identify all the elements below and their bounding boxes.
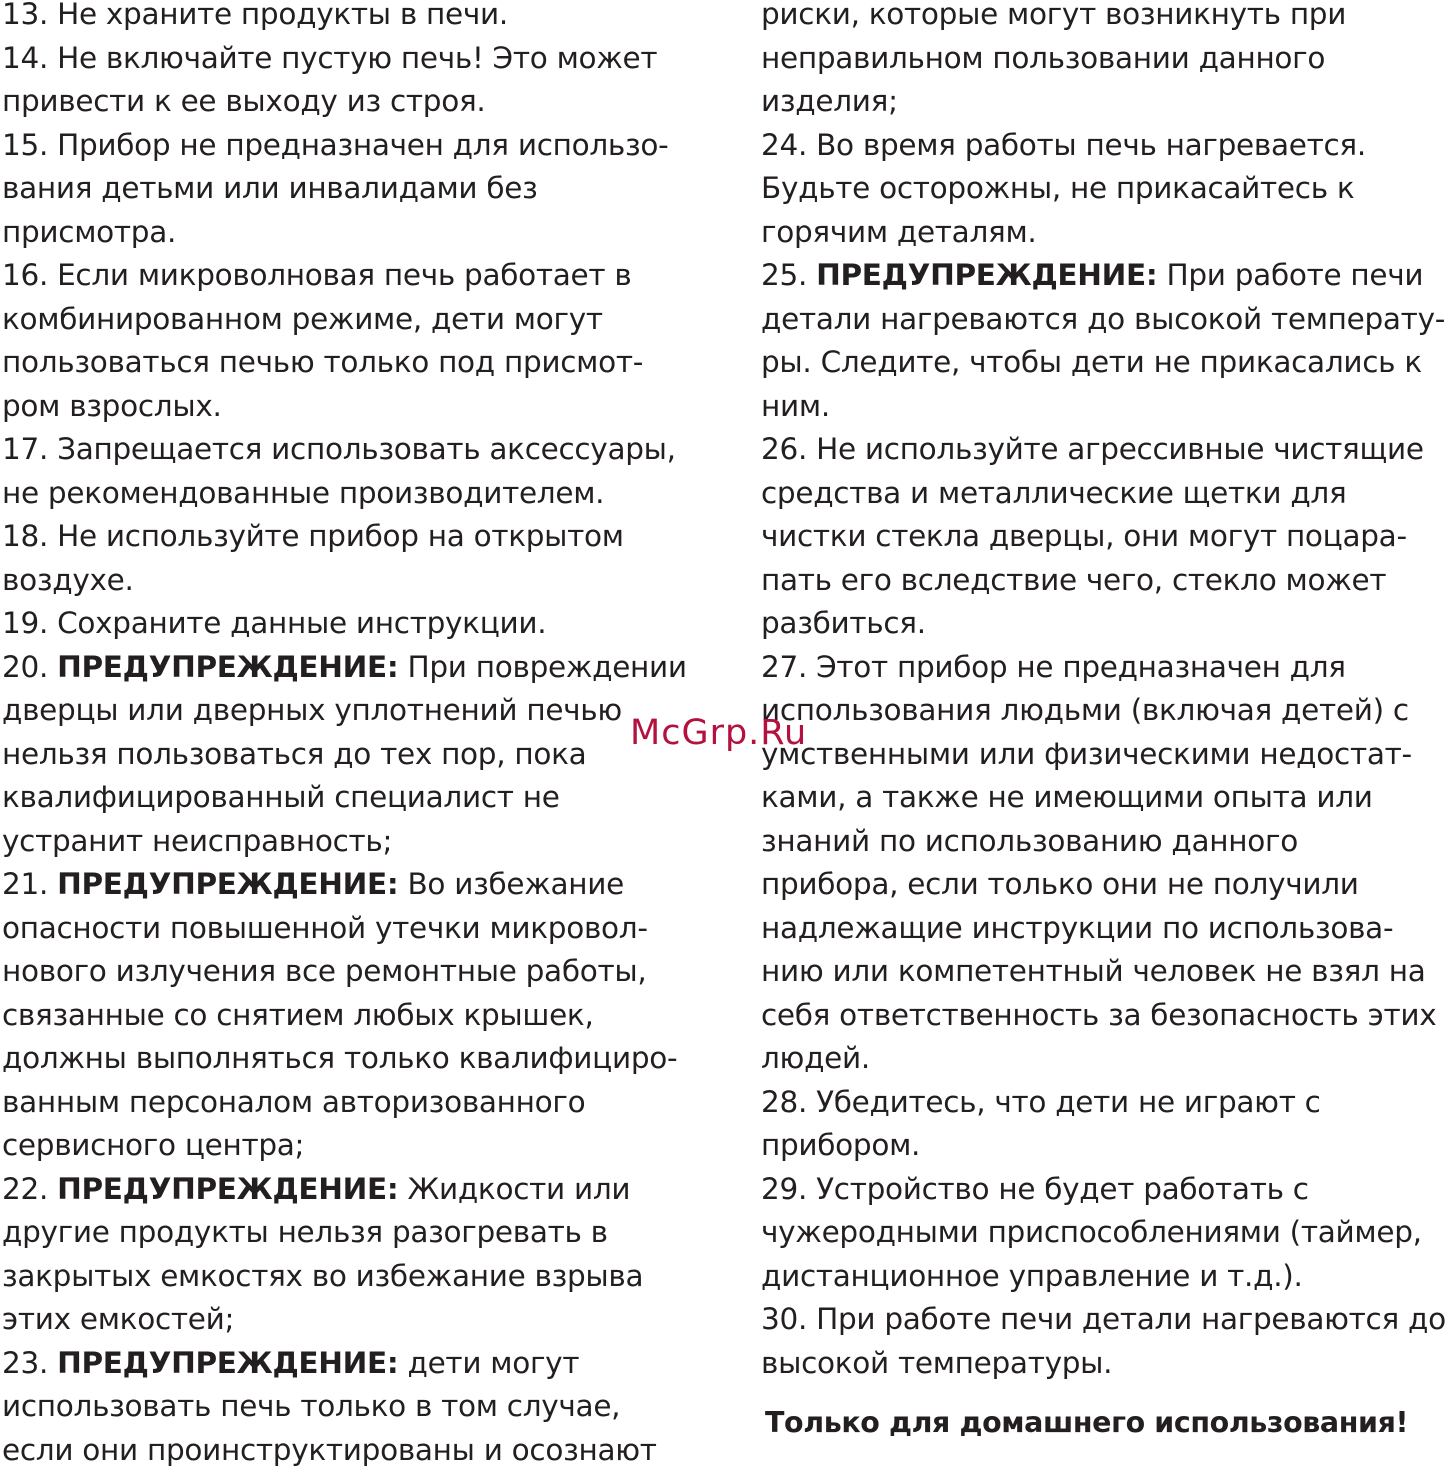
line-text: 30. При работе печи детали нагреваются до [761,1302,1446,1336]
line-text: вания детьми или инвалидами без [2,171,538,205]
line-text: надлежащие инструкции по использова- [761,911,1393,945]
text-line [761,1298,1446,1342]
line-text: 28. Убедитесь, что дети не играют с [761,1085,1321,1119]
line-text: привести к ее выходу из строя. [2,84,486,118]
line-text: нельзя пользоваться до тех пор, пока [2,737,586,771]
text-line [2,1211,608,1255]
text-line [761,1255,1303,1299]
line-text: Во избежание [398,867,624,901]
text-line [2,602,546,646]
line-text: 19. Сохраните данные инструкции. [2,606,546,640]
line-text: сервисного центра; [2,1128,304,1162]
text-line [761,341,1422,385]
line-text: этих емкостей; [2,1302,234,1336]
line-text: дети могут [398,1346,579,1380]
text-line [2,776,560,820]
line-text: прибора, если только они не получили [761,867,1359,901]
warning-label: ПРЕДУПРЕЖДЕНИЕ: [57,867,398,901]
line-text: 29. Устройство не будет работать с [761,1172,1309,1206]
text-line [761,254,1423,298]
text-line [761,689,1409,733]
text-line [761,385,830,429]
text-line [2,37,657,81]
line-text: 26. Не используйте агрессивные чистящие [761,432,1424,466]
text-line [761,515,1407,559]
text-line [2,472,604,516]
line-text: 16. Если микроволновая печь работает в [2,258,631,292]
line-text: высокой температуры. [761,1346,1112,1380]
text-line [2,820,392,864]
text-line [761,1124,920,1168]
line-text: 24. Во время работы печь нагревается. [761,128,1366,162]
line-text: ром взрослых. [2,389,222,423]
text-line [761,1168,1309,1212]
text-line [2,1429,657,1472]
text-line [2,1342,579,1386]
text-line [2,298,603,342]
line-text: ры. Следите, чтобы дети не прикасались к [761,345,1422,379]
line-text: использовать печь только в том случае, [2,1389,620,1423]
text-line [2,254,631,298]
text-line [2,1255,643,1299]
text-line [2,1168,630,1212]
line-text: нию или компетентный человек не взял на [761,954,1425,988]
line-text: 15. Прибор не предназначен для использо- [2,128,668,162]
text-line [761,1081,1321,1125]
text-line [2,80,486,124]
text-line [2,1385,620,1429]
line-text: 27. Этот прибор не предназначен для [761,650,1346,684]
text-line [2,1298,234,1342]
line-text: 14. Не включайте пустую печь! Это может [2,41,657,75]
line-text: риски, которые могут возникнуть при [761,0,1346,31]
line-text: умственными или физическими недостат- [761,737,1412,771]
line-text: комбинированном режиме, дети могут [2,302,603,336]
line-text: чужеродными приспособлениями (таймер, [761,1215,1422,1249]
text-line [2,211,176,255]
line-text: При повреждении [398,650,686,684]
text-line [761,80,898,124]
line-text: изделия; [761,84,898,118]
line-text: себя ответственность за безопасность этих [761,998,1436,1032]
text-line [2,341,643,385]
line-text: нового излучения все ремонтные работы, [2,954,646,988]
text-line [761,1342,1112,1386]
line-text: ками, а также не имеющими опыта или [761,780,1373,814]
line-text: если они проинструктированы и осознают [2,1433,657,1467]
text-line [761,428,1424,472]
text-line [2,646,687,690]
text-line [2,0,508,37]
text-line [761,298,1445,342]
line-text: использования людьми (включая детей) с [761,693,1409,727]
line-text: дистанционное управление и т.д.). [761,1259,1303,1293]
line-text: присмотра. [2,215,176,249]
line-text: закрытых емкостях во избежание взрыва [2,1259,643,1293]
text-line [2,385,222,429]
text-line [2,689,622,733]
line-text: квалифицированный специалист не [2,780,560,814]
home-use-only-note: Только для домашнего использования! [765,1401,1447,1444]
line-text: воздухе. [2,563,134,597]
text-line [2,515,624,559]
line-text: Будьте осторожны, не прикасайтесь к [761,171,1354,205]
text-line [2,428,676,472]
text-line [761,820,1298,864]
line-text: ванным персоналом авторизованного [2,1085,585,1119]
line-text: не рекомендованные производителем. [2,476,604,510]
text-line [2,733,586,777]
text-line [761,0,1346,37]
text-line [761,37,1325,81]
line-text: 13. Не храните продукты в печи. [2,0,508,31]
text-line [761,994,1436,1038]
text-line [761,646,1346,690]
line-text: устранит неисправность; [2,824,392,858]
line-text: должны выполняться только квалифициро- [2,1041,677,1075]
line-text: связанные со снятием любых крышек, [2,998,594,1032]
line-text: людей. [761,1041,870,1075]
line-text: средства и металлические щетки для [761,476,1346,510]
text-line [761,1211,1422,1255]
text-line [2,1081,585,1125]
line-text: Жидкости или [398,1172,630,1206]
text-line [761,124,1366,168]
line-text: другие продукты нельзя разогревать в [2,1215,608,1249]
line-text: разбиться. [761,606,926,640]
item-number: 20. [2,650,57,684]
line-text: горячим деталям. [761,215,1037,249]
site-watermark: McGrp.Ru [630,711,807,755]
text-line [761,733,1412,777]
line-text: опасности повышенной утечки микровол- [2,911,648,945]
text-line [761,559,1386,603]
line-text: 17. Запрещается использовать аксессуары, [2,432,676,466]
text-line [2,907,648,951]
text-line [761,472,1346,516]
line-text: пользоваться печью только под присмот- [2,345,643,379]
line-text: 18. Не используйте прибор на открытом [2,519,624,553]
line-text: ним. [761,389,830,423]
line-text: неправильном пользовании данного [761,41,1325,75]
text-line [761,1037,870,1081]
line-text: пать его вследствие чего, стекло может [761,563,1386,597]
line-text: прибором. [761,1128,920,1162]
item-number: 21. [2,867,57,901]
warning-label: ПРЕДУПРЕЖДЕНИЕ: [57,1346,398,1380]
line-text: чистки стекла дверцы, они могут поцара- [761,519,1407,553]
item-number: 23. [2,1346,57,1380]
text-line [761,863,1359,907]
text-line [2,167,538,211]
text-line [2,994,594,1038]
text-line [761,602,926,646]
line-text: дверцы или дверных уплотнений печью [2,693,622,727]
text-line [761,950,1425,994]
text-line [761,167,1354,211]
text-line [2,1124,304,1168]
text-line [2,950,646,994]
warning-label: ПРЕДУПРЕЖДЕНИЕ: [57,1172,398,1206]
text-line [2,863,624,907]
line-text: При работе печи [1157,258,1423,292]
item-number: 25. [761,258,816,292]
warning-label: ПРЕДУПРЕЖДЕНИЕ: [57,650,398,684]
text-line [761,776,1373,820]
line-text: детали нагреваются до высокой температу- [761,302,1445,336]
text-line [2,559,134,603]
line-text: знаний по использованию данного [761,824,1298,858]
warning-label: ПРЕДУПРЕЖДЕНИЕ: [816,258,1157,292]
text-line [2,124,668,168]
item-number: 22. [2,1172,57,1206]
text-line [761,211,1037,255]
text-line [761,907,1393,951]
text-line [2,1037,677,1081]
